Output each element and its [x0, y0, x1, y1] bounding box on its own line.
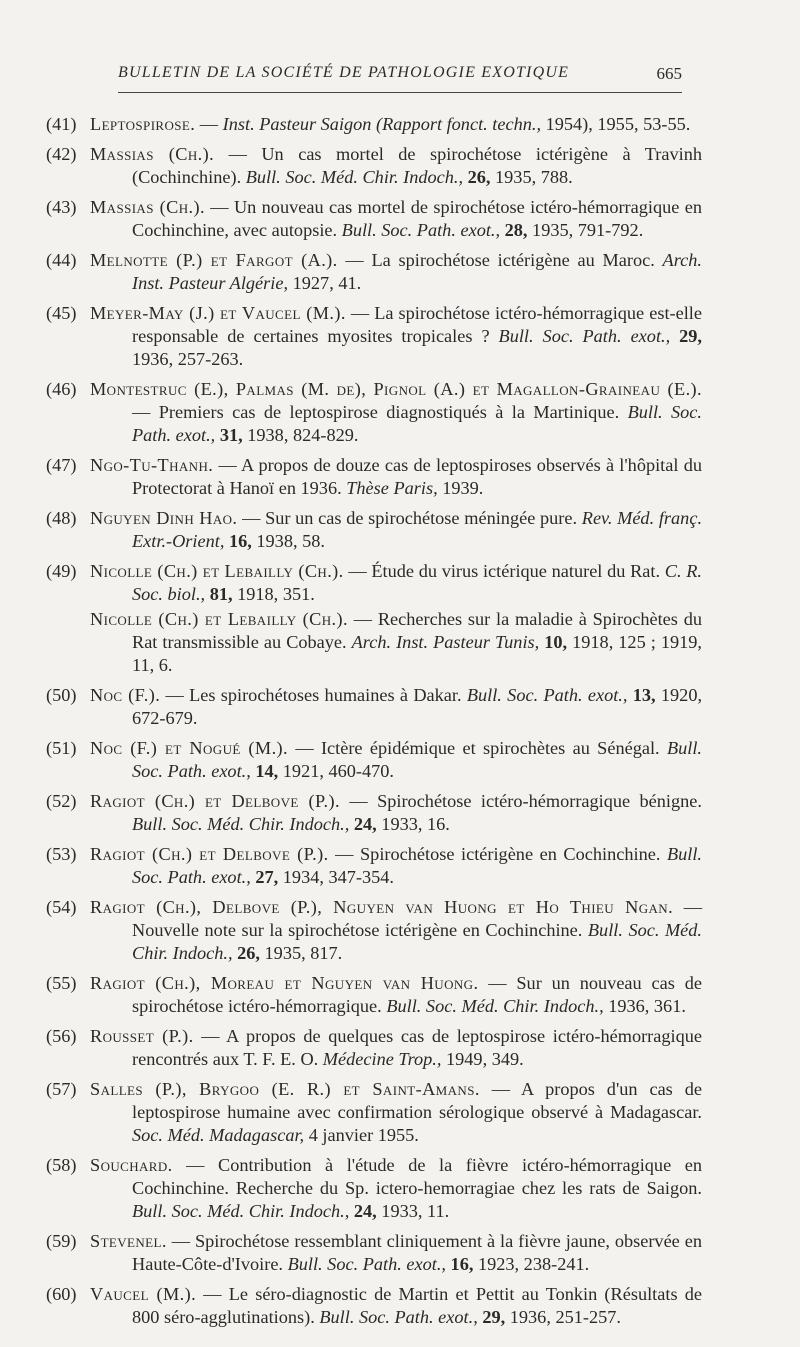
- reference-year-pages: 1935, 791-792.: [527, 220, 644, 240]
- reference-volume: 81,: [205, 584, 233, 604]
- reference-number: (48): [46, 508, 77, 528]
- reference-text: [90, 507, 702, 553]
- reference-year-pages: 1949, 349.: [441, 1049, 524, 1069]
- reference-text: [90, 1025, 702, 1071]
- reference-authors: Ragiot (Ch.), Delbove (P.), Nguyen van Huong et Ho Thieu Ngan.: [90, 897, 674, 917]
- reference-year-pages: 1936, 361.: [603, 996, 686, 1016]
- reference-source: Bull. Soc. Méd. Chir. Indoch.,: [132, 920, 702, 963]
- reference-entry: [46, 896, 702, 965]
- reference-title: — Premiers cas de leptospirose diagnostiqués à la Martinique.: [132, 402, 628, 422]
- reference-text: [90, 454, 702, 500]
- reference-year-pages: 1936, 257-263.: [132, 349, 244, 369]
- reference-year-pages: 1920, 672-679.: [132, 685, 703, 728]
- reference-number: (52): [46, 791, 77, 811]
- reference-year-pages: 1938, 58.: [251, 531, 325, 551]
- reference-text: [90, 790, 702, 836]
- reference-number: (53): [46, 844, 77, 864]
- reference-title: — Spirochétose ressemblant cliniquement à la fièvre jaune, observée en Haute-Côte-d'Ivoire.: [132, 1231, 702, 1274]
- reference-authors: Nicolle (Ch.) et Lebailly (Ch.).: [90, 609, 348, 629]
- reference-text: [90, 972, 702, 1018]
- reference-title: — Un cas mortel de spirochétose ictérigène à Travinh (Cochinchine).: [132, 144, 702, 187]
- reference-entry: [46, 378, 702, 447]
- reference-volume: 10,: [539, 632, 568, 652]
- reference-source: Bull. Soc. Méd. Chir. Indoch.,: [245, 167, 464, 187]
- reference-entry: [46, 1230, 702, 1276]
- reference-source: Inst. Pasteur Saigon (Rapport fonct. techn.,: [222, 114, 542, 134]
- reference-number: (57): [46, 1079, 77, 1099]
- reference-entry: [46, 737, 702, 783]
- reference-entry: [46, 608, 702, 677]
- reference-year-pages: 1921, 460-470.: [278, 761, 394, 781]
- reference-title: — La spirochétose ictéro-hémorragique est-elle responsable de certaines myosites tropicales ?: [132, 303, 702, 346]
- reference-number: (44): [46, 250, 77, 270]
- reference-entry: [46, 1154, 702, 1223]
- reference-volume: 14,: [250, 761, 279, 781]
- reference-authors: Ragiot (Ch.), Moreau et Nguyen van Huong.: [90, 973, 479, 993]
- reference-year-pages: 1918, 351.: [232, 584, 315, 604]
- reference-entry: [46, 249, 702, 295]
- reference-text: [90, 896, 702, 965]
- reference-entry: [46, 843, 702, 889]
- reference-year-pages: 1918, 125 ; 1919, 11, 6.: [132, 632, 702, 675]
- reference-year-pages: 4 janvier 1955.: [304, 1125, 419, 1145]
- reference-text: [90, 1078, 702, 1147]
- reference-title: — Contribution à l'étude de la fièvre ictéro-hémorragique en Cochinchine. Recherche du Sp. ictero-hemorragiae chez les rats de Saigon.: [132, 1155, 702, 1198]
- reference-title: — Sur un cas de spirochétose méningée pure.: [237, 508, 582, 528]
- reference-title: — A propos de quelques cas de leptospirose ictéro-hémorragique rencontrés aux T. F. E. O.: [132, 1026, 702, 1069]
- reference-title: — Ictère épidémique et spirochètes au Sénégal.: [288, 738, 667, 758]
- reference-volume: 16,: [445, 1254, 474, 1274]
- reference-text: [90, 196, 702, 242]
- reference-number: (59): [46, 1231, 77, 1251]
- reference-title: — Spirochétose ictérigène en Cochinchine.: [328, 844, 667, 864]
- reference-year-pages: 1933, 16.: [376, 814, 450, 834]
- reference-volume: 24,: [349, 1201, 377, 1221]
- reference-title: — Nouvelle note sur la spirochétose ictérigène en Cochinchine.: [132, 897, 702, 940]
- reference-text: [90, 684, 702, 730]
- reference-text: [90, 249, 702, 295]
- reference-entry: [46, 684, 702, 730]
- reference-authors: Leptospirose.: [90, 114, 196, 134]
- reference-text: [90, 1230, 702, 1276]
- reference-entry: [46, 143, 702, 189]
- reference-authors: Noc (F.).: [90, 685, 161, 705]
- reference-title: — A propos de douze cas de leptospiroses observés à l'hôpital du Protectorat à Hanoï en 1936.: [132, 455, 702, 498]
- reference-authors: Ngo-Tu-Thanh.: [90, 455, 214, 475]
- reference-number: (56): [46, 1026, 77, 1046]
- reference-title: — Recherches sur la maladie à Spirochètes du Rat transmissible au Cobaye.: [132, 609, 702, 652]
- reference-source: Bull. Soc. Méd. Chir. Indoch.,: [132, 814, 350, 834]
- reference-authors: Meyer-May (J.) et Vaucel (M.).: [90, 303, 346, 323]
- reference-authors: Vaucel (M.).: [90, 1284, 197, 1304]
- reference-number: (42): [46, 144, 77, 164]
- reference-number: (47): [46, 455, 77, 475]
- reference-text: [90, 608, 702, 677]
- reference-source: Bull. Soc. Path. exot.,: [132, 402, 702, 445]
- reference-authors: Massias (Ch.).: [90, 144, 215, 164]
- reference-number: (51): [46, 738, 77, 758]
- reference-entry: [46, 454, 702, 500]
- reference-source: Bull. Soc. Méd. Chir. Indoch.,: [132, 1201, 350, 1221]
- reference-volume: 26,: [232, 943, 260, 963]
- reference-year-pages: 1936, 251-257.: [505, 1307, 621, 1327]
- reference-text: [90, 143, 702, 189]
- reference-year-pages: 1954), 1955, 53-55.: [541, 114, 691, 134]
- reference-source: Bull. Soc. Path. exot.,: [466, 685, 628, 705]
- reference-volume: 29,: [477, 1307, 506, 1327]
- reference-source: Bull. Soc. Path. exot.,: [132, 738, 702, 781]
- reference-source: Rev. Méd. franç. Extr.-Orient,: [132, 508, 703, 551]
- reference-year-pages: 1934, 347-354.: [278, 867, 394, 887]
- reference-text: [90, 737, 702, 783]
- reference-number: (58): [46, 1155, 77, 1175]
- reference-source: Arch. Inst. Pasteur Algérie,: [132, 250, 702, 293]
- reference-entry: [46, 507, 702, 553]
- reference-number: (54): [46, 897, 77, 917]
- reference-authors: Salles (P.), Brygoo (E. R.) et Saint-Amans.: [90, 1079, 480, 1099]
- reference-volume: 27,: [250, 867, 279, 887]
- running-head: BULLETIN DE LA SOCIÉTÉ DE PATHOLOGIE EXOTIQUE: [118, 64, 570, 81]
- reference-authors: Melnotte (P.) et Fargot (A.).: [90, 250, 338, 270]
- reference-title: — A propos d'un cas de leptospirose humaine avec confirmation sérologique observé à Madagascar.: [132, 1079, 702, 1122]
- reference-entry: [46, 1078, 702, 1147]
- reference-title: — Un nouveau cas mortel de spirochétose ictéro-hémorragique en Cochinchine, avec autopsie.: [132, 197, 702, 240]
- reference-entry: [46, 790, 702, 836]
- reference-year-pages: 1933, 11.: [376, 1201, 450, 1221]
- reference-number: (43): [46, 197, 77, 217]
- reference-volume: 29,: [670, 326, 702, 346]
- reference-text: [90, 378, 702, 447]
- reference-text: [90, 843, 702, 889]
- reference-number: (45): [46, 303, 77, 323]
- reference-number: (46): [46, 379, 77, 399]
- reference-source: Bull. Soc. Path. exot.,: [287, 1254, 446, 1274]
- reference-year-pages: 1935, 788.: [490, 167, 573, 187]
- reference-text: [90, 1154, 702, 1223]
- reference-entry: [46, 196, 702, 242]
- reference-entry: [46, 1025, 702, 1071]
- page-number: 665: [656, 64, 682, 83]
- reference-source: Soc. Méd. Madagascar,: [132, 1125, 305, 1145]
- reference-authors: Noc (F.) et Nogué (M.).: [90, 738, 288, 758]
- reference-number: (55): [46, 973, 77, 993]
- reference-entry: [46, 560, 702, 606]
- reference-list: [46, 113, 702, 1336]
- reference-text: [90, 302, 702, 371]
- reference-year-pages: 1939.: [437, 478, 484, 498]
- reference-volume: 16,: [224, 531, 252, 551]
- reference-source: Bull. Soc. Path. exot.,: [132, 844, 703, 887]
- reference-source: C. R. Soc. biol.,: [132, 561, 702, 604]
- reference-source: Bull. Soc. Path. exot.,: [319, 1307, 478, 1327]
- reference-title: — Spirochétose ictéro-hémorragique bénigne.: [339, 791, 702, 811]
- reference-entry: [46, 113, 702, 136]
- reference-year-pages: 1927, 41.: [288, 273, 362, 293]
- reference-entry: [46, 1283, 702, 1329]
- reference-year-pages: 1938, 824-829.: [242, 425, 359, 445]
- reference-entry: [46, 302, 702, 371]
- reference-source: Médecine Trop.,: [322, 1049, 442, 1069]
- reference-authors: Rousset (P.).: [90, 1026, 194, 1046]
- page-header: [118, 62, 682, 93]
- reference-volume: 26,: [463, 167, 491, 187]
- reference-title: —: [195, 114, 223, 134]
- reference-number: (50): [46, 685, 77, 705]
- reference-year-pages: 1923, 238-241.: [473, 1254, 590, 1274]
- reference-authors: Ragiot (Ch.) et Delbove (P.).: [90, 791, 340, 811]
- reference-authors: Nicolle (Ch.) et Lebailly (Ch.).: [90, 561, 344, 581]
- reference-authors: Montestruc (E.), Palmas (M. de), Pignol (A.) et Magallon-Graineau (E.).: [90, 379, 702, 399]
- reference-text: [90, 113, 702, 136]
- reference-number: (49): [46, 561, 77, 581]
- reference-authors: Nguyen Dinh Hao.: [90, 508, 238, 528]
- reference-authors: Souchard.: [90, 1155, 173, 1175]
- reference-title: — Étude du virus ictérique naturel du Rat.: [343, 561, 665, 581]
- reference-source: Bull. Soc. Path. exot.,: [498, 326, 671, 346]
- reference-authors: Massias (Ch.).: [90, 197, 205, 217]
- reference-title: — La spirochétose ictérigène au Maroc.: [337, 250, 663, 270]
- reference-source: Arch. Inst. Pasteur Tunis,: [351, 632, 540, 652]
- reference-volume: 28,: [500, 220, 528, 240]
- reference-volume: 24,: [349, 814, 377, 834]
- reference-source: Thèse Paris,: [346, 478, 438, 498]
- reference-text: [90, 1283, 702, 1329]
- reference-number: (60): [46, 1284, 77, 1304]
- reference-title: — Les spirochétoses humaines à Dakar.: [160, 685, 467, 705]
- reference-year-pages: 1935, 817.: [259, 943, 343, 963]
- reference-source: Bull. Soc. Path. exot.,: [341, 220, 501, 240]
- reference-volume: 13,: [627, 685, 656, 705]
- reference-number: (41): [46, 114, 77, 134]
- reference-authors: Stevenel.: [90, 1231, 167, 1251]
- reference-authors: Ragiot (Ch.) et Delbove (P.).: [90, 844, 329, 864]
- reference-source: Bull. Soc. Méd. Chir. Indoch.,: [386, 996, 604, 1016]
- reference-text: [90, 560, 702, 606]
- reference-title: — Le séro-diagnostic de Martin et Pettit au Tonkin (Résultats de 800 séro-agglutinations).: [132, 1284, 702, 1327]
- reference-volume: 31,: [215, 425, 243, 445]
- reference-title: — Sur un nouveau cas de spirochétose ictéro-hémorragique.: [132, 973, 702, 1016]
- reference-entry: [46, 972, 702, 1018]
